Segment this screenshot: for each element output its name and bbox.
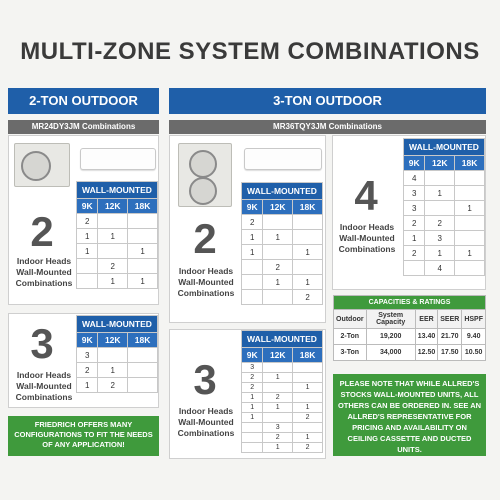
zone-caption: Indoor Heads Wall-Mounted Combinations <box>15 256 73 288</box>
zone-caption: Indoor Heads Wall-Mounted Combinations <box>15 370 73 402</box>
capacities-header: CAPACITIES & RATINGS <box>334 296 486 310</box>
two-ton-header: 2-TON OUTDOOR <box>8 88 159 114</box>
zone-count: 2 <box>193 215 217 262</box>
zone-count: 2 <box>30 208 54 255</box>
three-ton-header: 3-TON OUTDOOR <box>169 88 486 114</box>
zone-caption: Indoor Heads Wall-Mounted Combinations <box>177 266 235 298</box>
outdoor-unit-image <box>178 143 232 207</box>
two-ton-model: MR24DY3JM Combinations <box>8 120 159 134</box>
zone-count: 3 <box>193 356 217 403</box>
fan-icon <box>189 177 217 205</box>
capacities-table: CAPACITIES & RATINGS Outdoor System Capacity EER SEER HSPF 2-Ton 19,200 13.40 21.70 9.40 3-Ton 34,000 12.50 17.50 10.50 <box>333 295 486 361</box>
zone-caption: Indoor Heads Wall-Mounted Combinations <box>338 222 396 254</box>
zone-count: 3 <box>30 320 54 367</box>
three-ton-model: MR36TQY3JM Combinations <box>169 120 486 134</box>
combination-table: WALL-MOUNTED 9K 12K 18K 3 2 1 2 1 1 2 1 1 1 1 2 3 2 1 1 2 <box>241 330 323 453</box>
page-title: MULTI-ZONE SYSTEM COMBINATIONS <box>20 38 480 65</box>
fan-icon <box>21 151 51 181</box>
indoor-unit-image <box>80 148 156 170</box>
table-row: 3-Ton 34,000 12.50 17.50 10.50 <box>334 345 486 361</box>
indoor-unit-image <box>244 148 322 170</box>
friedrich-note: FRIEDRICH OFFERS MANY CONFIGURATIONS TO FIT THE NEEDS OF ANY APPLICATION! <box>8 416 159 456</box>
outdoor-unit-image <box>14 143 70 187</box>
table-row: 2-Ton 19,200 13.40 21.70 9.40 <box>334 329 486 345</box>
combination-table: WALL-MOUNTED 9K 12K 18K 4 3 1 3 1 2 2 1 3 2 1 1 4 <box>403 138 485 276</box>
fan-icon <box>189 150 217 178</box>
zone-count: 4 <box>354 172 378 219</box>
combination-table: WALL-MOUNTED 9K 12K 18K 3 2 1 1 2 <box>76 315 158 393</box>
allred-note: PLEASE NOTE THAT WHILE ALLRED'S STOCKS WALL-MOUNTED UNITS, ALL OTHERS CAN BE ORDERED IN. SEE AN ALLRED'S REPRESENTATIVE FOR PRICING AND AVAILABILITY ON CEILING CASSETTE AND DUCTED UNITS. <box>333 374 486 456</box>
combination-table: WALL-MOUNTED 9K 12K 18K 2 1 1 1 1 2 1 1 2 <box>241 182 323 305</box>
combination-table: WALL-MOUNTED 9K 12K 18K 2 1 1 1 1 2 1 1 <box>76 181 158 289</box>
wall-mounted-label: WALL-MOUNTED <box>77 182 158 199</box>
zone-caption: Indoor Heads Wall-Mounted Combinations <box>177 406 235 438</box>
